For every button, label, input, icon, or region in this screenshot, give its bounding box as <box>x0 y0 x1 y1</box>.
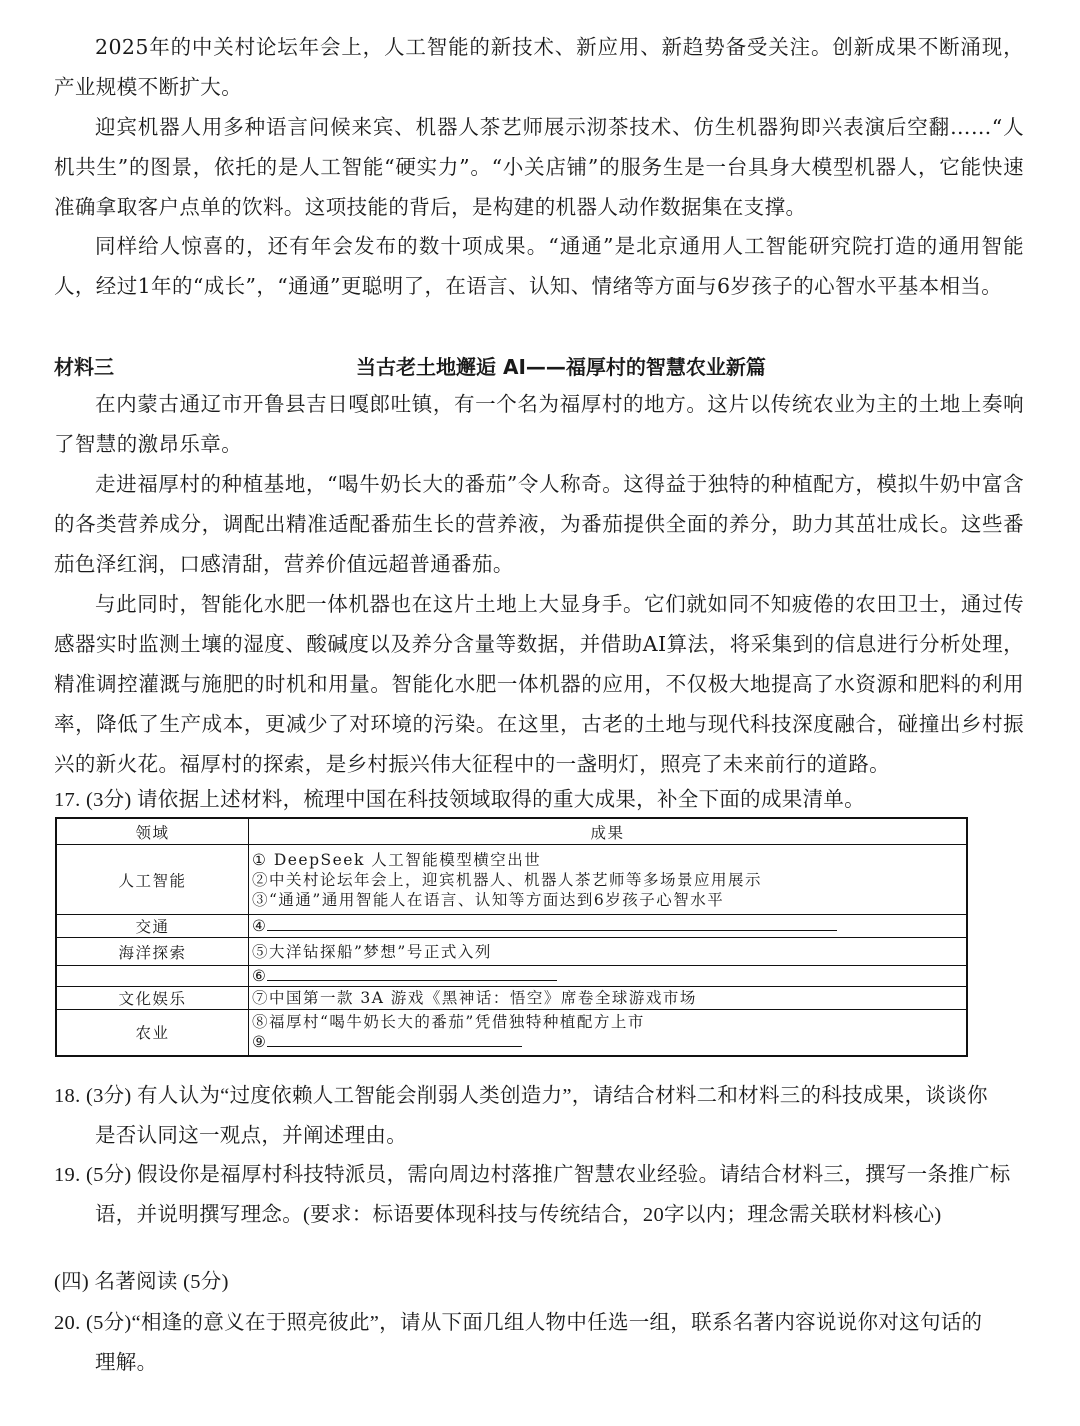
question-19 <box>54 1155 1024 1235</box>
field-culture: 文化娱乐 <box>56 987 249 1010</box>
table-row-blank <box>56 966 967 987</box>
header-result: 成果 <box>249 818 968 845</box>
result-agri <box>249 1010 968 1056</box>
table-row-culture <box>56 987 967 1010</box>
question-19-line1: 19. (5分) 假设你是福厚村科技特派员，需向周边村落推广智慧农业经验。请结合材料三，撰写一条推广标 <box>54 1164 1011 1186</box>
question-20-line1: 20. (5分)“相逢的意义在于照亮彼此”，请从下面几组人物中任选一组，联系名著内容说说你对这句话的 <box>54 1312 983 1334</box>
result-ocean: ⑤大洋钻探船”梦想”号正式入列 <box>249 938 968 966</box>
table-header-row <box>56 818 967 845</box>
answer-blank-9[interactable] <box>267 1032 522 1047</box>
answer-blank-4[interactable] <box>267 916 837 931</box>
result-ai-2: ②中关村论坛年会上，迎宾机器人、机器人茶艺师等多场景应用展示 <box>252 870 763 889</box>
paragraph-smart-machine: 与此同时，智能化水肥一体机器也在这片土地上大显身手。它们就如同不知疲倦的农田卫士，通过传感器实时监测土壤的湿度、酸碱度以及养分含量等数据，并借助AI算法，将采集到的信息进行分析处理，精准调控灌溉与施肥的时机和用量。智能化水肥一体机器的应用，不仅极大地提高了水资源和肥料的利用率，降低了生产成本，更减少了对环境的污染。在这里，古老的土地与现代科技深度融合，碰撞出乡村振兴的新火花。福厚村的探索，是乡村振兴伟大征程中的一盏明灯，照亮了未来前行的道路。 <box>54 592 1024 776</box>
field-agri: 农业 <box>56 1010 249 1056</box>
table-row-traffic <box>56 915 967 938</box>
question-20-line2: 理解。 <box>95 1352 158 1374</box>
answer-blank-6[interactable] <box>267 966 557 981</box>
field-ocean: 海洋探索 <box>56 938 249 966</box>
table-row-ai <box>56 845 967 915</box>
question-18-line1: 18. (3分) 有人认为“过度依赖人工智能会削弱人类创造力”，请结合材料二和材料三的科技成果，谈谈你 <box>54 1085 988 1107</box>
paragraph-fuhou-intro: 在内蒙古通辽市开鲁县吉日嘎郎吐镇，有一个名为福厚村的地方。这片以传统农业为主的土地上奏响了智慧的激昂乐章。 <box>54 392 1024 456</box>
paragraph-tomato: 走进福厚村的种植基地，“喝牛奶长大的番茄”令人称奇。这得益于独特的种植配方，模拟牛奶中富含的各类营养成分，调配出精准适配番茄生长的营养液，为番茄提供全面的养分，助力其茁壮成长。这些番茄色泽红润，口感清甜，营养价值远超普通番茄。 <box>54 472 1024 576</box>
result-ai-3: ③“通通”通用智能人在语言、认知等方面达到6岁孩子心智水平 <box>252 890 725 909</box>
field-blank[interactable] <box>56 966 249 987</box>
result-ai <box>249 845 968 915</box>
question-18 <box>54 1076 1024 1156</box>
result-blank-cell <box>249 966 968 987</box>
material3-title: 当古老土地邂逅 AI——福厚村的智慧农业新篇 <box>356 355 766 379</box>
material3-label: 材料三 <box>54 355 114 379</box>
table-row-agri <box>56 1010 967 1056</box>
result-agri-2: ⑨ <box>252 1033 268 1052</box>
table-row-ocean <box>56 938 967 966</box>
result-culture: ⑦中国第一款 3A 游戏《黑神话：悟空》席卷全球游戏市场 <box>249 987 968 1010</box>
paragraph-tongtong: 同样给人惊喜的，还有年会发布的数十项成果。“通通”是北京通用人工智能研究院打造的通用智能人，经过1年的“成长”，“通通”更聪明了，在语言、认知、情绪等方面与6岁孩子的心智水平基本相当。 <box>54 234 1024 298</box>
paragraph-forum: 2025年的中关村论坛年会上，人工智能的新技术、新应用、新趋势备受关注。创新成果不断涌现，产业规模不断扩大。 <box>54 35 1024 99</box>
achievement-table <box>55 817 968 1057</box>
result-blank: ⑥ <box>252 967 268 985</box>
paragraph-robots: 迎宾机器人用多种语言问候来宾、机器人茶艺师展示沏茶技术、仿生机器狗即兴表演后空翻……“人机共生”的图景，依托的是人工智能“硬实力”。“小关店铺”的服务生是一台具身大模型机器人，它能快速准确拿取客户点单的饮料。这项技能的背后，是构建的机器人动作数据集在支撑。 <box>54 115 1024 219</box>
question-17: 17. (3分) 请依据上述材料，梳理中国在科技领域取得的重大成果，补全下面的成果清单。 <box>54 789 865 811</box>
header-field: 领域 <box>56 818 249 845</box>
field-traffic: 交通 <box>56 915 249 938</box>
question-18-line2: 是否认同这一观点，并阐述理由。 <box>95 1125 407 1147</box>
material3-heading <box>54 347 1024 387</box>
result-agri-2-line <box>252 1032 963 1052</box>
result-traffic: ④ <box>252 917 268 935</box>
result-ai-1: ① DeepSeek 人工智能模型横空出世 <box>252 850 542 869</box>
section-4-heading: (四) 名著阅读 (5分) <box>54 1271 229 1293</box>
field-ai: 人工智能 <box>56 845 249 915</box>
question-19-line2: 语，并说明撰写理念。(要求：标语要体现科技与传统结合，20字以内；理念需关联材料核心) <box>95 1204 942 1226</box>
result-agri-1: ⑧福厚村“喝牛奶长大的番茄”凭借独特种植配方上市 <box>252 1013 645 1032</box>
result-traffic-cell <box>249 915 968 938</box>
question-20 <box>54 1303 1024 1383</box>
